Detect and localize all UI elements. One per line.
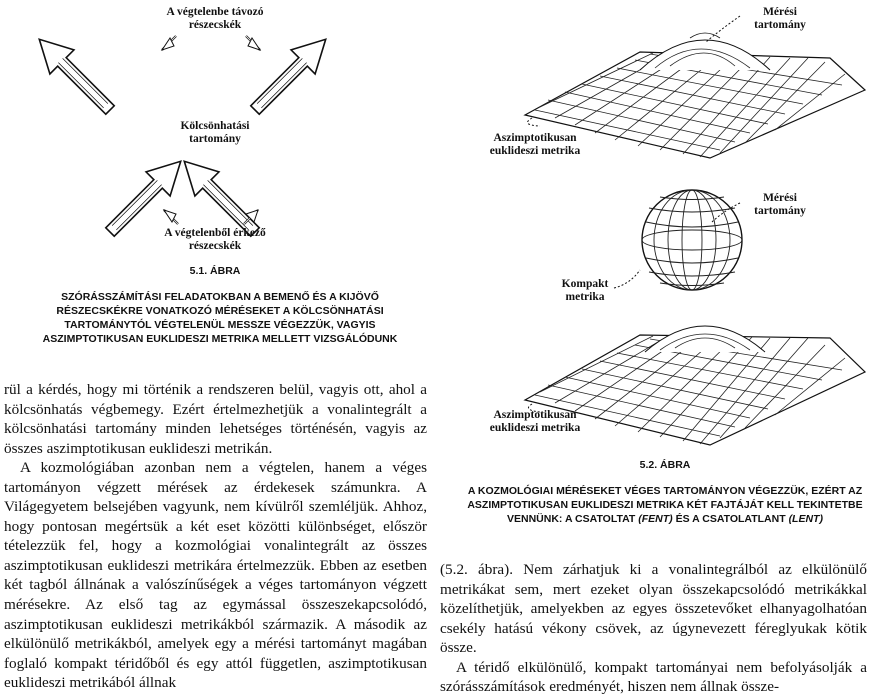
label-asymptotic-metric-top: Aszimptotikusan euklideszi metrika bbox=[489, 132, 581, 157]
right-paragraph-2: A téridő elkülönülő, kompakt tartományai nem befolyásolják a szórásszámítások eredményét, hiszen nem állnak össze- bbox=[440, 658, 867, 696]
label-incoming-particles: A végtelenből érkező részecskék bbox=[164, 227, 266, 252]
figure-5-2-caption bbox=[460, 484, 870, 526]
label-asymptotic-metric-bottom: Aszimptotikusan euklideszi metrika bbox=[489, 409, 581, 434]
caption-fent: (FENT) bbox=[638, 513, 673, 525]
left-paragraph-1: rül a kérdés, hogy mi történik a rendszeren belül, vagyis ott, ahol a kölcsönhatás végbemegy. Ezért értelmezhetjük a vonalintegrált a kölcsönhatási tartomány minden lehetséges történésén, vagyis az összes aszimptotikusan euklideszi metrikán. bbox=[4, 381, 427, 457]
label-interaction-region: Kölcsönhatási tartomány bbox=[180, 120, 250, 145]
label-compact-metric: Kompakt metrika bbox=[561, 278, 609, 303]
label-outgoing-particles: A végtelenbe távozó részecskék bbox=[166, 6, 264, 31]
label-measurement-region-top: Mérési tartomány bbox=[754, 6, 806, 31]
figure-5-1-caption: SZÓRÁSSZÁMÍTÁSI FELADATOKBAN A BEMENŐ ÉS A KIJÖVŐ RÉSZECSKÉKRE VONATKOZÓ MÉRÉSEKET A KÖLCSÖNHATÁSI TARTOMÁNYTÓL VÉGTELENÜL MESSZE VÉGEZZÜK, VAGYIS ASZIMPTOTIKUSAN EUKLIDESZI METRIKA MELLETT VIZSGÁLÓDUNK bbox=[42, 291, 398, 345]
caption-and: ÉS A CSATOLATLANT bbox=[672, 513, 789, 525]
label-measurement-region-middle: Mérési tartomány bbox=[754, 192, 806, 217]
right-paragraph-1: (5.2. ábra). Nem zárhatjuk ki a vonalintegrálból az elkülönülő metrikákat sem, mert ezeket olyan összekapcsolódó metrikákkal közelíthetjük, amelyekben az egyes összetevőket elhanyagolhatóan csekély hatású vékony csövek, az úgynevezett féreglyukak kötik össze. bbox=[440, 561, 867, 657]
figure-5-2-number: 5.2. ÁBRA bbox=[639, 459, 691, 471]
figure-5-1-number: 5.1. ÁBRA bbox=[189, 265, 241, 277]
compact-sphere bbox=[642, 190, 742, 290]
left-text-column bbox=[4, 380, 427, 693]
caption-main-text: A KOZMOLÓGIAI MÉRÉSEKET VÉGES TARTOMÁNYON VÉGEZZÜK, EZÉRT AZ ASZIMPTOTIKUSAN EUKLIDESZI METRIKA KÉT FAJTÁJÁT KELL TEKINTETBE VENNÜNK: A CSATOLTAT bbox=[467, 485, 863, 525]
right-text-column bbox=[440, 560, 867, 697]
caption-lent: (LENT) bbox=[788, 513, 823, 525]
left-paragraph-2: A kozmológiában azonban nem a végtelen, hanem a véges tartományon végzett mérések az érdekesek számunkra. A Világegyetem belsejében vagyunk, nem kívülről szemléljük. Ahhoz, hogy pontosan megértsük a két eset közötti különbséget, először tételezzük fel, hogy a kozmológiai vonalintegrált az összes aszimptotikusan euklideszi metrikára értelmezzük. Ebben az esetben két tagból állnának a valószínűségek a véges tartományon végzett mérésekre. Az első tag az egymással összeszekapcsolódó, aszimptotikusan euklideszi metrikákból származik. A második az elkülönülő metrikákból, amelyek egy a mérési tartományt magában foglaló kompakt téridőből és egy attól független, aszimptotikusan euklideszi metrikából állnak bbox=[4, 459, 427, 692]
